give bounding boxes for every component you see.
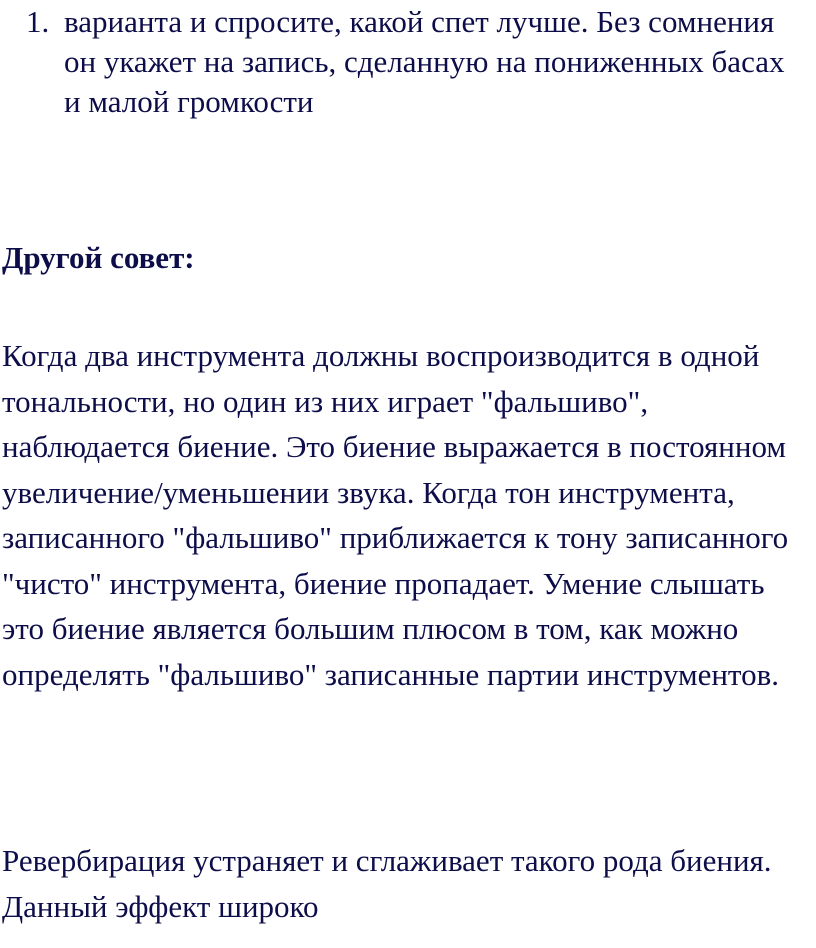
list-item-text: варианта и спросите, какой спет лучше. Без сомнения он укажет на запись, сделанную на пониженных басах и малой громкости [64, 4, 785, 119]
list-item-number: 1. [26, 4, 50, 39]
section-heading: Другой совет: [2, 240, 195, 275]
paragraph-reverb: Ревербирация устраняет и сглаживает такого рода биения. Данный эффект широко [2, 843, 772, 924]
numbered-list [26, 2, 806, 122]
list-item [26, 2, 806, 122]
paragraph-beating: Когда два инструмента должны воспроизводится в одной тональности, но один из них играет "фальшиво", наблюдается биение. Это биение выражается в постоянном увеличение/уменьшении звука. Когда тон инструмента, записанного "фальшиво" приближается к тону записанного "чисто" инструмента, биение пропадает. Умение слышать это биение является большим плюсом в том, как можно определять "фальшиво" записанные партии инструментов. [2, 338, 789, 692]
